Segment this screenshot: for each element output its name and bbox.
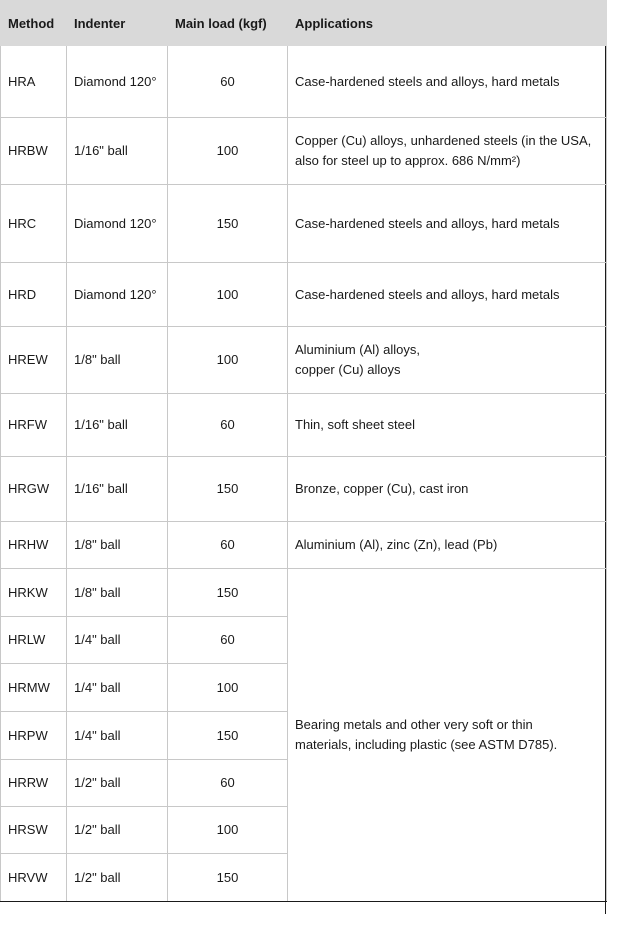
header-applications: Applications [288, 1, 607, 46]
header-indenter: Indenter [67, 1, 168, 46]
cell-method: HRHW [1, 522, 67, 569]
header-main-load: Main load (kgf) [168, 1, 288, 46]
cell-method: HREW [1, 327, 67, 394]
applications-line: Case-hardened steels and alloys, hard metals [295, 215, 560, 231]
cell-method: HRVW [1, 854, 67, 902]
cell-method: HRMW [1, 664, 67, 712]
cell-applications [288, 394, 607, 457]
cell-method: HRBW [1, 118, 67, 185]
cell-applications [288, 263, 607, 327]
table-row [1, 46, 607, 118]
cell-indenter: 1/2" ball [67, 760, 168, 807]
applications-line: Thin, soft sheet steel [295, 417, 415, 432]
cell-method: HRA [1, 46, 67, 118]
cell-indenter: 1/16" ball [67, 118, 168, 185]
applications-line: Aluminium (Al) alloys, [295, 342, 420, 357]
applications-line: materials, including plastic (see ASTM D785). [295, 737, 558, 752]
cell-main-load: 100 [168, 118, 288, 185]
cell-main-load: 150 [168, 185, 288, 263]
cell-main-load: 60 [168, 617, 288, 664]
cell-indenter: Diamond 120° [67, 263, 168, 327]
applications-line: copper (Cu) alloys [295, 362, 401, 377]
cell-main-load: 60 [168, 46, 288, 118]
cell-main-load: 100 [168, 807, 288, 854]
cell-method: HRFW [1, 394, 67, 457]
cell-indenter: 1/8" ball [67, 327, 168, 394]
cell-indenter: 1/16" ball [67, 457, 168, 522]
table-row [1, 522, 607, 569]
table-row [1, 185, 607, 263]
cell-indenter: Diamond 120° [67, 185, 168, 263]
applications-line: also for steel up to approx. 686 N/mm²) [295, 153, 521, 168]
cell-indenter: 1/4" ball [67, 617, 168, 664]
table-row [1, 569, 607, 617]
cell-main-load: 150 [168, 712, 288, 760]
cell-main-load: 100 [168, 263, 288, 327]
applications-line: Aluminium (Al), zinc (Zn), lead (Pb) [295, 537, 498, 552]
cell-applications [288, 185, 607, 263]
cell-indenter: 1/16" ball [67, 394, 168, 457]
cell-method: HRSW [1, 807, 67, 854]
cell-main-load: 60 [168, 760, 288, 807]
header-method: Method [1, 1, 67, 46]
cell-applications [288, 522, 607, 569]
cell-indenter: 1/2" ball [67, 854, 168, 902]
cell-method: HRRW [1, 760, 67, 807]
cell-main-load: 100 [168, 327, 288, 394]
cell-applications [288, 457, 607, 522]
cell-main-load: 150 [168, 854, 288, 902]
table-row [1, 394, 607, 457]
cell-applications [288, 118, 607, 185]
cell-applications [288, 46, 607, 118]
cell-applications-merged [288, 569, 607, 902]
cell-method: HRKW [1, 569, 67, 617]
table-row [1, 327, 607, 394]
applications-line: Bearing metals and other very soft or thin [295, 717, 533, 732]
cell-method: HRD [1, 263, 67, 327]
applications-line: Copper (Cu) alloys, unhardened steels (in the USA, [295, 133, 592, 148]
cell-main-load: 60 [168, 522, 288, 569]
cell-indenter: 1/4" ball [67, 712, 168, 760]
cell-method: HRC [1, 185, 67, 263]
cell-method: HRPW [1, 712, 67, 760]
applications-line: Case-hardened steels and alloys, hard metals [295, 73, 560, 89]
cell-method: HRGW [1, 457, 67, 522]
cell-indenter: 1/4" ball [67, 664, 168, 712]
table-header-row [1, 1, 607, 46]
cell-indenter: Diamond 120° [67, 46, 168, 118]
cell-indenter: 1/2" ball [67, 807, 168, 854]
cell-main-load: 150 [168, 457, 288, 522]
cell-method: HRLW [1, 617, 67, 664]
table-row [1, 263, 607, 327]
applications-line: Case-hardened steels and alloys, hard metals [295, 286, 560, 302]
applications-line: Bronze, copper (Cu), cast iron [295, 481, 469, 496]
table-row [1, 457, 607, 522]
cell-main-load: 150 [168, 569, 288, 617]
cell-main-load: 60 [168, 394, 288, 457]
cell-indenter: 1/8" ball [67, 569, 168, 617]
cell-main-load: 100 [168, 664, 288, 712]
table-row [1, 118, 607, 185]
cell-indenter: 1/8" ball [67, 522, 168, 569]
cell-applications [288, 327, 607, 394]
